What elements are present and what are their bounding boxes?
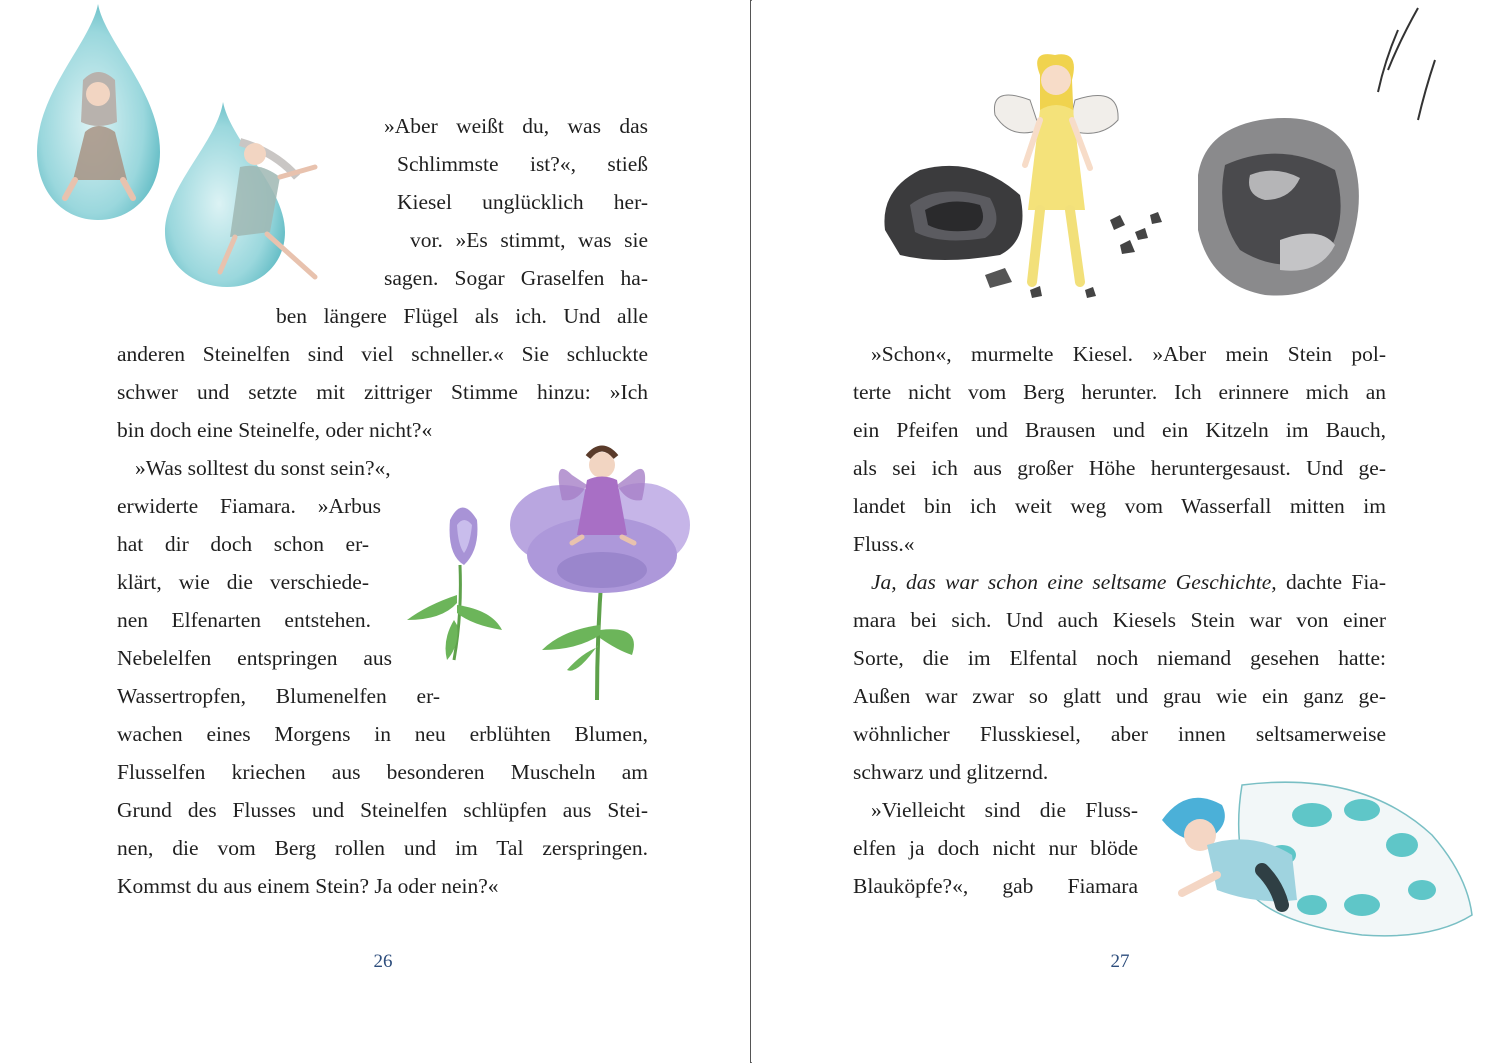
text-line: vor. »Es stimmt, was sie	[410, 228, 648, 252]
text-line: terte nicht vom Berg herunter. Ich erinnere mich an	[853, 380, 1386, 404]
text-line: schwer und setzte mit zittriger Stimme hinzu: »Ich	[117, 380, 648, 404]
text-line: nen, die vom Berg rollen und im Tal zerspringen.	[117, 836, 648, 860]
right-page	[752, 0, 1504, 1063]
text-line: anderen Steinelfen sind viel schneller.« Sie schluckte	[117, 342, 648, 366]
river-fairy-shell-illustration	[1162, 775, 1482, 945]
text-line: landet bin ich weit weg vom Wasserfall mitten im	[853, 494, 1386, 518]
text-line: Wassertropfen, Blumenelfen er-	[117, 684, 440, 708]
text-line: Sorte, die im Elfental noch niemand gesehen hatte:	[853, 646, 1386, 670]
text-line: bin doch eine Steinelfe, oder nicht?«	[117, 418, 433, 442]
page-number: 26	[373, 951, 393, 972]
water-drop-fairies-illustration	[35, 2, 345, 292]
text-line: klärt, wie die verschiede-	[117, 570, 369, 594]
text-line: Grund des Flusses und Steinelfen schlüpfen aus Stei-	[117, 798, 648, 822]
text-line: wöhnlicher Flusskiesel, aber innen seltsamerweise	[853, 722, 1386, 746]
text-line: elfen ja doch nicht nur blöde	[853, 836, 1138, 860]
text-line: Außen war zwar so glatt und grau wie ein ganz ge-	[853, 684, 1386, 708]
italic-phrase: Ja, das war schon eine seltsame Geschichte,	[871, 570, 1277, 594]
stone-fairy-illustration	[880, 0, 1440, 310]
text-line: mara bei sich. Und auch Kiesels Stein war von einer	[853, 608, 1386, 632]
text-line: »Was solltest du sonst sein?«,	[135, 456, 391, 480]
flower-fairy-illustration	[402, 425, 692, 705]
page-number: 27	[1110, 951, 1130, 972]
text-line: schwarz und glitzernd.	[853, 760, 1049, 784]
text-line: Kommst du aus einem Stein? Ja oder nein?«	[117, 874, 499, 898]
text-fragment: dachte Fia-	[1285, 570, 1386, 594]
text-line: Fluss.«	[853, 532, 915, 556]
text-line: Nebelelfen entspringen aus	[117, 646, 392, 670]
text-line: ein Pfeifen und Brausen und ein Kitzeln im Bauch,	[853, 418, 1386, 442]
text-line: »Schon«, murmelte Kiesel. »Aber mein Stein pol-	[871, 342, 1386, 366]
text-line: »Vielleicht sind die Fluss-	[871, 798, 1138, 822]
text-line: Flusselfen kriechen aus besonderen Muscheln am	[117, 760, 648, 784]
text-line: nen Elfenarten entstehen.	[117, 608, 371, 632]
text-line	[871, 563, 1386, 601]
text-line: als sei ich aus großer Höhe heruntergesaust. Und ge-	[853, 456, 1386, 480]
text-line: hat dir doch schon er-	[117, 532, 369, 556]
text-line: erwiderte Fiamara. »Arbus	[117, 494, 381, 518]
text-line: Kiesel unglücklich her-	[397, 190, 648, 214]
left-page	[0, 0, 751, 1063]
text-line: »Aber weißt du, was das	[384, 114, 648, 138]
text-line: ben längere Flügel als ich. Und alle	[276, 304, 648, 328]
text-line: Blauköpfe?«, gab Fiamara	[853, 874, 1138, 898]
text-line: Schlimmste ist?«, stieß	[397, 152, 648, 176]
text-line: wachen eines Morgens in neu erblühten Blumen,	[117, 722, 648, 746]
text-line: sagen. Sogar Graselfen ha-	[384, 266, 648, 290]
